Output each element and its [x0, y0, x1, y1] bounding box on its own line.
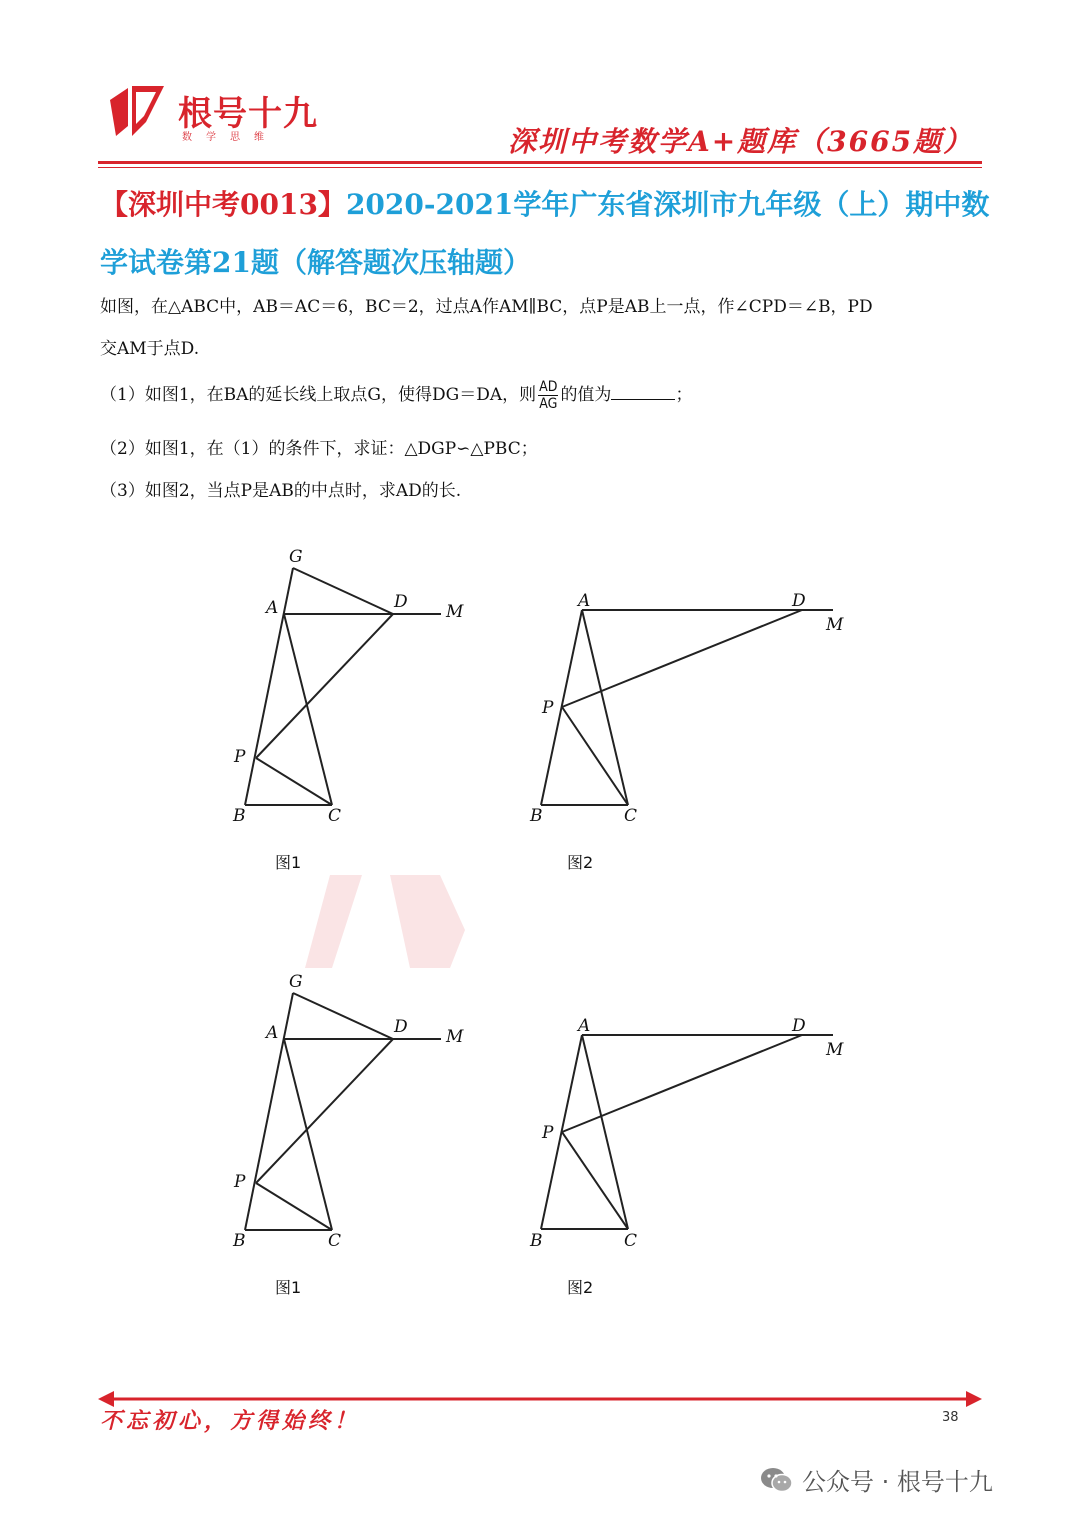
fig1-bottom-label-P: P	[234, 1172, 246, 1192]
fig1-top-label-M: M	[446, 602, 464, 622]
fig1-top-label-B: B	[233, 806, 246, 826]
fig2-bottom-label-P: P	[542, 1123, 554, 1143]
fig2-bottom-label-M: M	[826, 1040, 844, 1060]
watermark-logo-icon	[305, 875, 465, 968]
series-title: 深圳中考数学A+题库（3665题）	[508, 125, 974, 158]
fig2-bottom-label-C: C	[624, 1231, 638, 1251]
page-number: 38	[942, 1410, 959, 1425]
fig2-top-label-C: C	[624, 806, 638, 826]
wechat-icon	[760, 1466, 794, 1494]
fig2-bottom-label-A: A	[578, 1016, 591, 1036]
fig2-top-label-A: A	[578, 591, 591, 611]
problem-source: 2020-2021学年广东省深圳市九年级（上）期中数学试卷第21题（解答题次压轴题）	[100, 188, 990, 279]
problem-code: 【深圳中考0013】	[100, 188, 346, 221]
fig1-bottom-label-A: A	[266, 1023, 279, 1043]
fig2-bottom-caption: 图2	[567, 1278, 594, 1297]
fig1-bottom-label-G: G	[289, 972, 303, 992]
fig1-top-label-D: D	[394, 592, 408, 612]
problem-stem-line2: 交AM于点D.	[100, 339, 200, 359]
fig1-bottom-caption: 图1	[275, 1278, 302, 1297]
fig1-top-caption: 图1	[275, 853, 302, 872]
brand-subtitle: 数学思维	[182, 132, 278, 143]
fig1-bottom-label-B: B	[233, 1231, 246, 1251]
fig2-bottom-label-D: D	[792, 1016, 806, 1036]
q1-fraction-numerator: AD	[539, 379, 558, 395]
problem-stem-line1: 如图，在△ABC中，AB＝AC＝6，BC＝2，过点A作AM∥BC，点P是AB上一点，作∠CPD＝∠B，PD	[100, 297, 873, 317]
fig1-top-label-P: P	[234, 747, 246, 767]
fig1-bottom-label-D: D	[394, 1017, 408, 1037]
fig2-top-label-P: P	[542, 698, 554, 718]
fig2-top-caption: 图2	[567, 853, 594, 872]
q1-end: ；	[675, 385, 693, 405]
watermark-text: 公众号 · 根号十九	[802, 1468, 993, 1496]
fig1-bottom-label-C: C	[328, 1231, 342, 1251]
fig1-top-label-C: C	[328, 806, 342, 826]
fig2-bottom-label-B: B	[530, 1231, 543, 1251]
fig1-top-label-A: A	[266, 598, 279, 618]
figure-2-bottom	[541, 1035, 833, 1229]
fig2-top-label-B: B	[530, 806, 543, 826]
footer-motto: 不忘初心，方得始终！	[100, 1408, 361, 1434]
fig1-bottom-label-M: M	[446, 1027, 464, 1047]
fig1-top-label-G: G	[289, 547, 303, 567]
q1-fraction-denominator: AG	[539, 396, 558, 412]
brand-name: 根号十九	[178, 94, 318, 134]
wechat-watermark	[760, 1462, 993, 1497]
figure-2-top	[541, 610, 833, 805]
fig2-top-label-M: M	[826, 615, 844, 635]
fig2-top-label-D: D	[792, 591, 806, 611]
question-3: （3）如图2，当点P是AB的中点时，求AD的长.	[100, 481, 462, 501]
q1-suffix: 的值为	[560, 385, 612, 405]
question-2: （2）如图1，在（1）的条件下，求证：△DGP∽△PBC；	[100, 439, 538, 459]
q1-prefix: （1）如图1，在BA的延长线上取点G，使得DG＝DA，则	[100, 385, 537, 405]
